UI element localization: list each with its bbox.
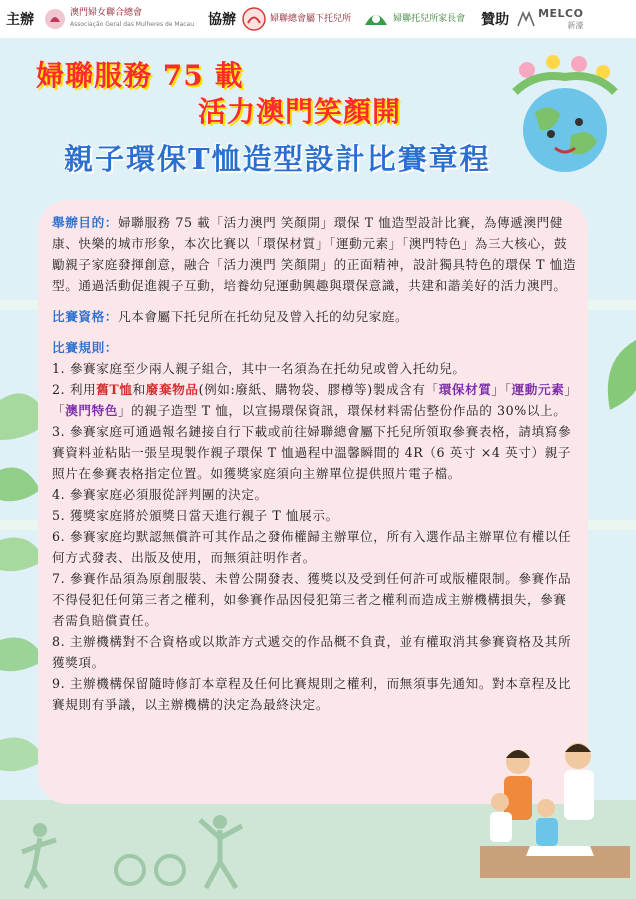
- parents-association-logo: [363, 7, 465, 31]
- highlight-macau-feature: 澳門特色: [65, 403, 118, 418]
- eligibility-text: 凡本會屬下托兒所在托幼兒及曾入托的幼兒家庭。: [117, 309, 409, 324]
- sponsor-sub: 新濠: [567, 20, 584, 30]
- organizer-logo-icon: [44, 8, 66, 30]
- highlight-sports-element: 運動元素: [511, 382, 565, 397]
- right-leaf-decoration: [580, 330, 636, 450]
- organizer-label: 主辦: [6, 12, 34, 28]
- rule-9: 9. 主辦機構保留隨時修訂本章程及任何比賽規則之權利，而無須事先通知。對本章程及比賽規則有爭議，以主辦機構的決定為最終決定。: [52, 676, 572, 712]
- highlight-eco-material: 環保材質: [438, 382, 492, 397]
- sports-silhouettes: [10, 800, 270, 890]
- rule-3: 3. 參賽家庭可通過報名鏈接自行下載或前往婦聯總會屬下托兒所領取參賽表格，請填寫參賽資料並粘貼一張呈現製作親子環保 T 恤過程中溫馨瞬間的 4R（6 英寸 ×4 英寸）親子照片在參賽表格指定位置。如獲獎家庭須向主辦單位提供照片電子檔。: [52, 424, 572, 481]
- page-title: 親子環保T恤造型設計比賽章程: [64, 142, 491, 176]
- melco-logo-icon: [517, 11, 535, 27]
- coorganizer-label: 協辦: [208, 12, 237, 28]
- coorganizer-name: 婦聯總會屬下托兒所: [270, 13, 352, 24]
- parents-association-logo-icon: [363, 7, 389, 31]
- rule-2: 2. 利用舊T恤和廢棄物品(例如:廢紙、購物袋、膠樽等)製成含有「環保材質」「運動元素」「澳門特色」的親子造型 T 恤，以宣揚環保資訊，環保材料需佔整份作品的 30%以上。: [52, 382, 578, 418]
- coorganizer-logo-icon: [242, 7, 266, 31]
- sponsor-label: 贊助: [481, 12, 510, 28]
- organizer-logo: [44, 8, 194, 30]
- rule-6: 6. 參賽家庭均默認無償許可其作品之發佈權歸主辦單位，所有入選作品主辦單位有權以任何方式發表、出版及使用，而無須註明作者。: [52, 529, 572, 565]
- rule-7: 7. 參賽作品須為原創服裝、未曾公開發表、獲獎以及受到任何許可或版權限制。參賽作品不得侵犯任何第三者之權利，如參賽作品因侵犯第三者之權利而造成主辦機構損失，參賽者需負賠償責任。: [52, 571, 572, 628]
- earth-illustration: [505, 52, 625, 182]
- sponsor-header: [0, 0, 636, 38]
- purpose-paragraph: [52, 212, 578, 296]
- highlight-waste-items: 廢棄物品: [145, 382, 199, 397]
- highlight-old-tshirt: 舊T恤: [96, 382, 133, 397]
- eligibility-paragraph: [52, 306, 578, 327]
- title-line-2: 活力澳門笑顏開: [198, 95, 402, 128]
- rule-1: 1. 參賽家庭至少兩人親子組合，其中一名須為在托幼兒或曾入托幼兒。: [52, 361, 466, 376]
- parents-association-name: 婦聯托兒所家長會: [393, 13, 466, 24]
- organizer-name-en: Associação Geral das Mulheres de Macau: [70, 21, 195, 28]
- rules-content: [52, 212, 578, 715]
- rule-5: 5. 獲獎家庭將於頒獎日當天進行親子 T 恤展示。: [52, 508, 339, 523]
- family-illustration: [470, 728, 630, 878]
- purpose-label: 舉辦目的：: [52, 215, 118, 230]
- rule-8: 8. 主辦機構對不合資格或以欺詐方式遞交的作品概不負責，並有權取消其參賽資格及其所獲獎項。: [52, 634, 572, 670]
- purpose-text: 婦聯服務 75 載「活力澳門 笑顏開」環保 T 恤造型設計比賽，為傳遞澳門健康、快樂的城市形象，本次比賽以「環保材質」「運動元素」「澳門特色」為三大核心，鼓勵親子家庭發揮創意，融合「活力澳門 笑顏開」的正面精神，設計獨具特色的環保 T 恤造型。通過活動促進親子互動，培養幼兒運動興趣與環保意識，共建和諧美好的活力澳門。: [52, 215, 577, 293]
- eligibility-label: 比賽資格：: [52, 309, 118, 324]
- rules-label: 比賽規則：: [52, 340, 118, 355]
- organizer-name: 澳門婦女聯合總會: [70, 8, 143, 18]
- coorganizer-logo: [242, 7, 351, 31]
- title-line-1: 婦聯服務 75 載: [36, 59, 244, 92]
- sponsor-name: MELCO: [538, 6, 584, 20]
- rule-4: 4. 參賽家庭必須服從評判團的決定。: [52, 487, 268, 502]
- melco-logo: [517, 8, 583, 31]
